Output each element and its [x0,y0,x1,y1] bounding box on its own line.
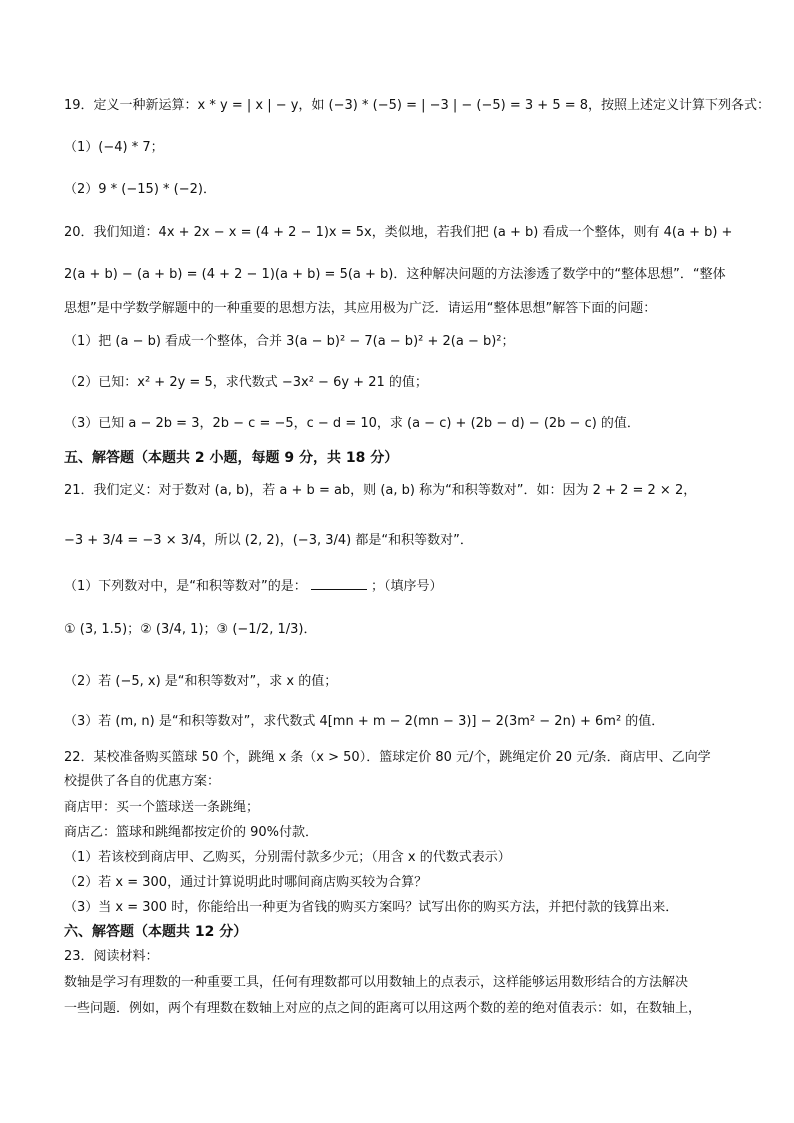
question-20-part-3: （3）已知 a − 2b = 3，2b − c = −5，c − d = 10，求 (a − c) + (2b − d) − (2b − c) 的值． [64,416,640,431]
question-19-part-2: （2）9 * (−15) * (−2)． [64,182,216,197]
section-5-heading: 五、解答题（本题共 2 小题，每题 9 分，共 18 分） [64,450,399,466]
question-23-paragraph-2: 一些问题．例如，两个有理数在数轴上对应的点之间的距离可以用这两个数的差的绝对值表示：如，在数轴上， [64,1001,702,1016]
question-21-options: ① (3, 1.5)；② (3/4, 1)；③ (−1/2, 1/3)． [64,622,317,637]
question-22-continued: 校提供了各自的优惠方案： [64,774,221,789]
question-20-continued-2: 思想”是中学数学解题中的一种重要的思想方法，其应用极为广泛．请运用“整体思想”解答下面的问题： [64,301,657,316]
question-21-part-1-text: （1）下列数对中，是“和积等数对”的是： [64,579,307,594]
question-21: 21．我们定义：对于数对 (a, b)，若 a + b = ab，则 (a, b) 称为“和积等数对”．如：因为 2 + 2 = 2 × 2， [64,483,697,498]
question-21-continued: −3 + 3/4 = −3 × 3/4，所以 (2, 2)，(−3, 3/4) 都是“和积等数对”． [64,533,473,548]
question-22-shop-a: 商店甲：买一个篮球送一条跳绳； [64,800,260,815]
question-22-part-1: （1）若该校到商店甲、乙购买，分别需付款多少元；（用含 x 的代数式表示） [64,850,511,865]
question-20: 20．我们知道：4x + 2x − x = (4 + 2 − 1)x = 5x，类似地，若我们把 (a + b) 看成一个整体，则有 4(a + b) + [64,225,733,240]
question-23: 23．阅读材料： [64,949,159,964]
question-21-part-3: （3）若 (m, n) 是“和积等数对”，求代数式 4[mn + m − 2(mn − 3)] − 2(3m² − 2n) + 6m² 的值． [64,714,665,729]
question-22: 22．某校准备购买篮球 50 个，跳绳 x 条（x > 50）．篮球定价 80 元/个，跳绳定价 20 元/条．商店甲、乙向学 [64,750,711,765]
section-6-heading: 六、解答题（本题共 12 分） [64,924,248,940]
question-21-part-2: （2）若 (−5, x) 是“和积等数对”，求 x 的值； [64,674,338,689]
question-22-shop-b: 商店乙：篮球和跳绳都按定价的 90%付款． [64,825,319,840]
question-19-part-1: （1）(−4) * 7； [64,140,164,155]
question-20-part-2: （2）已知：x² + 2y = 5，求代数式 −3x² − 6y + 21 的值； [64,375,428,390]
answer-blank [311,577,367,590]
question-22-part-3: （3）当 x = 300 时，你能给出一种更为省钱的购买方案吗？试写出你的购买方法，并把付款的钱算出来． [64,900,679,915]
question-23-paragraph-1: 数轴是学习有理数的一种重要工具，任何有理数都可以用数轴上的点表示，这样能够运用数形结合的方法解决 [64,975,689,990]
question-20-continued-1: 2(a + b) − (a + b) = (4 + 2 − 1)(a + b) = 5(a + b)．这种解决问题的方法渗透了数学中的“整体思想”．“整体 [64,267,726,282]
question-21-part-1-tail: ；（填序号） [371,579,443,594]
question-19: 19．定义一种新运算：x * y = | x | − y，如 (−3) * (−5) = | −3 | − (−5) = 3 + 5 = 8，按照上述定义计算下列各式： [64,98,771,113]
question-21-part-1 [64,577,754,596]
question-22-part-2: （2）若 x = 300，通过计算说明此时哪间商店购买较为合算？ [64,875,428,890]
question-20-part-1: （1）把 (a − b) 看成一个整体，合并 3(a − b)² − 7(a − b)² + 2(a − b)²； [64,334,515,349]
